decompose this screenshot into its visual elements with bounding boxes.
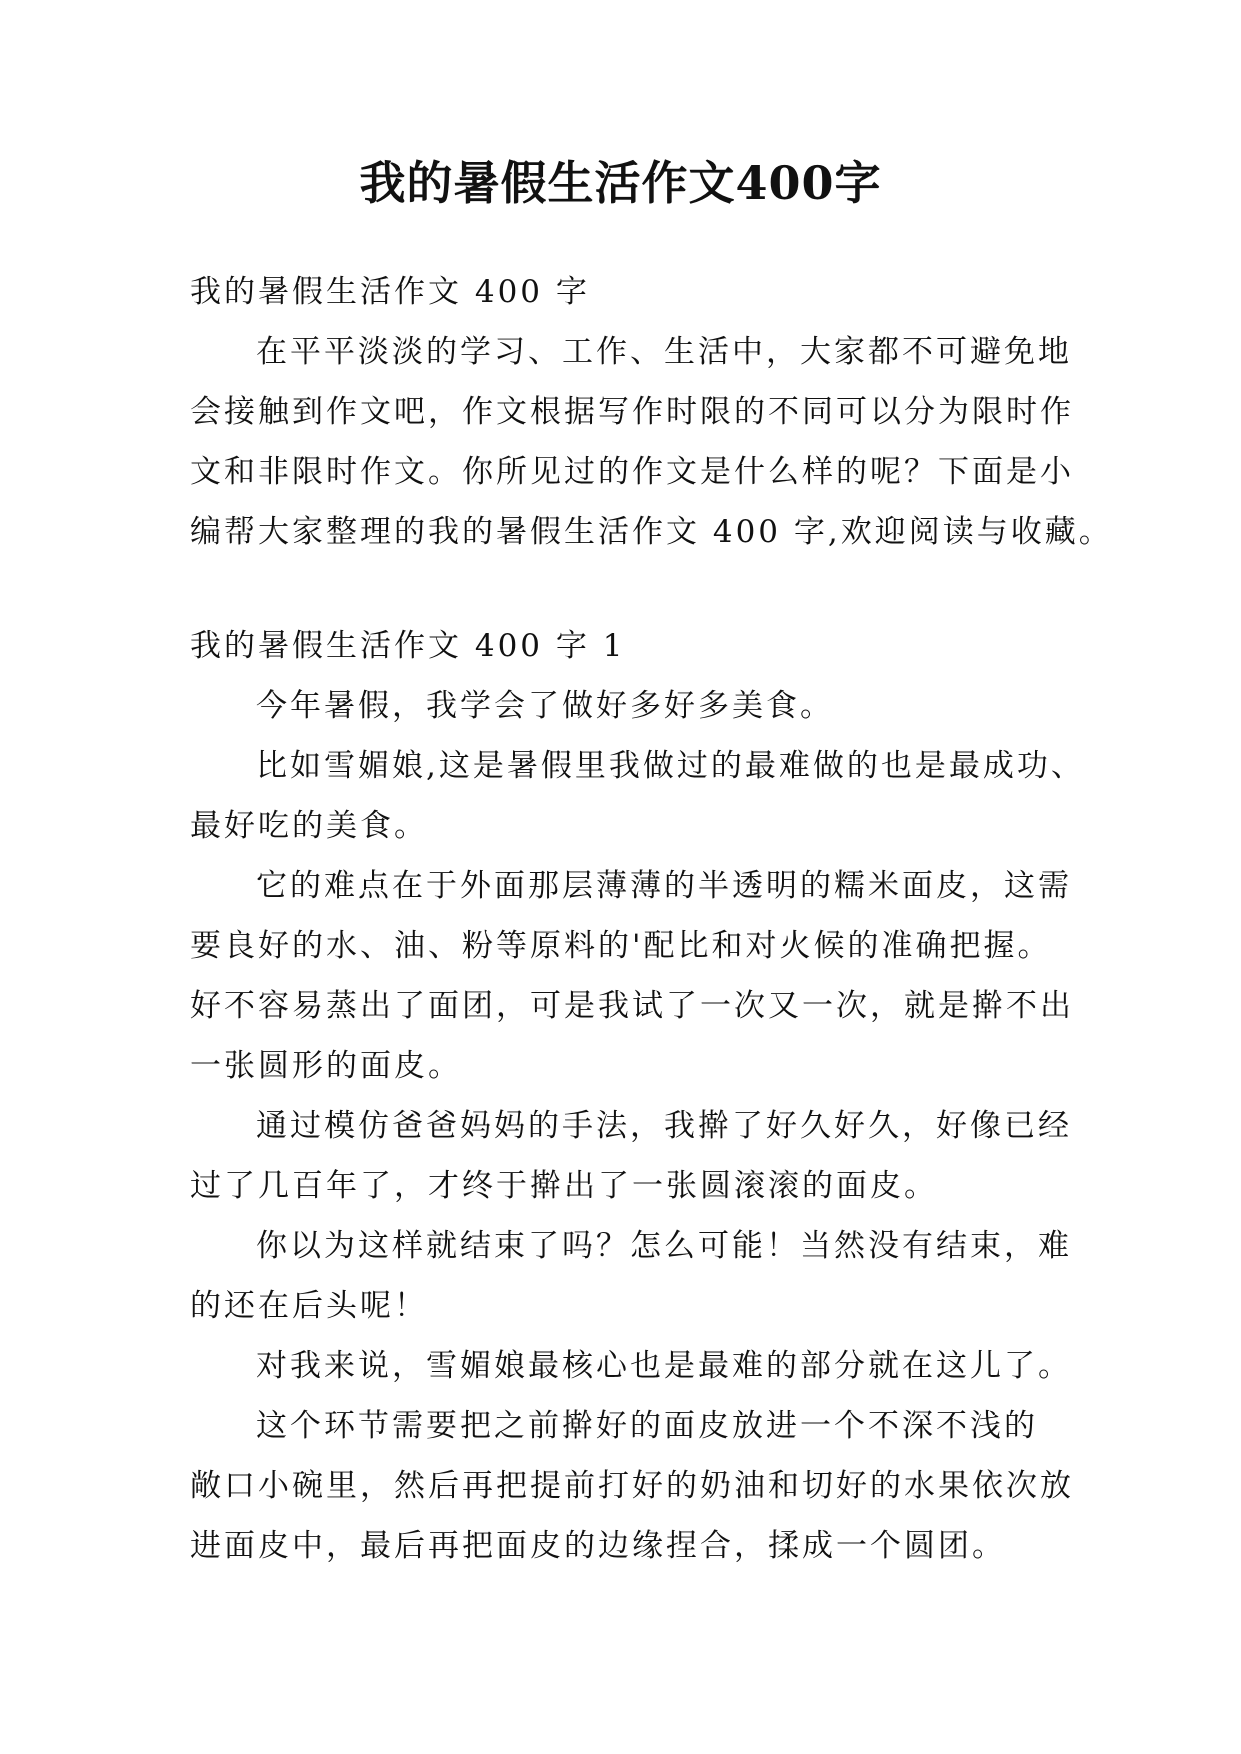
text-line: 我的暑假生活作文 400 字 1 — [190, 628, 626, 664]
text-line: 进面皮中，最后再把面皮的边缘捏合，揉成一个圆团。 — [190, 1528, 1006, 1564]
text-line: 编帮大家整理的我的暑假生活作文 400 字,欢迎阅读与收藏。 — [190, 514, 1113, 550]
document-body — [190, 262, 1113, 1576]
text-line: 要良好的水、油、粉等原料的'配比和对火候的准确把握。 — [190, 928, 1052, 964]
document-title: 我的暑假生活作文400字 — [359, 156, 882, 210]
text-line: 过了几百年了，才终于擀出了一张圆滚滚的面皮。 — [190, 1168, 938, 1204]
text-line: 对我来说，雪媚娘最核心也是最难的部分就在这儿了。 — [256, 1348, 1072, 1384]
text-line: 在平平淡淡的学习、工作、生活中，大家都不可避免地 — [256, 334, 1072, 370]
text-line: 一张圆形的面皮。 — [190, 1048, 462, 1084]
text-line: 好不容易蒸出了面团，可是我试了一次又一次，就是擀不出 — [190, 988, 1074, 1024]
paragraph-gap — [190, 562, 1062, 616]
text-line: 最好吃的美食。 — [190, 808, 428, 844]
text-line: 会接触到作文吧，作文根据写作时限的不同可以分为限时作 — [190, 394, 1074, 430]
text-line: 它的难点在于外面那层薄薄的半透明的糯米面皮，这需 — [256, 868, 1072, 904]
text-line: 今年暑假，我学会了做好多好多美食。 — [256, 688, 834, 724]
text-line: 通过模仿爸爸妈妈的手法，我擀了好久好久，好像已经 — [256, 1108, 1072, 1144]
text-line: 我的暑假生活作文 400 字 — [190, 274, 590, 310]
text-line: 文和非限时作文。你所见过的作文是什么样的呢？下面是小 — [190, 454, 1074, 490]
text-line: 的还在后头呢！ — [190, 1288, 428, 1324]
text-line: 这个环节需要把之前擀好的面皮放进一个不深不浅的 — [256, 1408, 1038, 1444]
text-line: 比如雪媚娘,这是暑假里我做过的最难做的也是最成功、 — [256, 748, 1085, 784]
text-line: 你以为这样就结束了吗？怎么可能！当然没有结束，难 — [256, 1228, 1072, 1264]
text-line: 敞口小碗里，然后再把提前打好的奶油和切好的水果依次放 — [190, 1468, 1074, 1504]
